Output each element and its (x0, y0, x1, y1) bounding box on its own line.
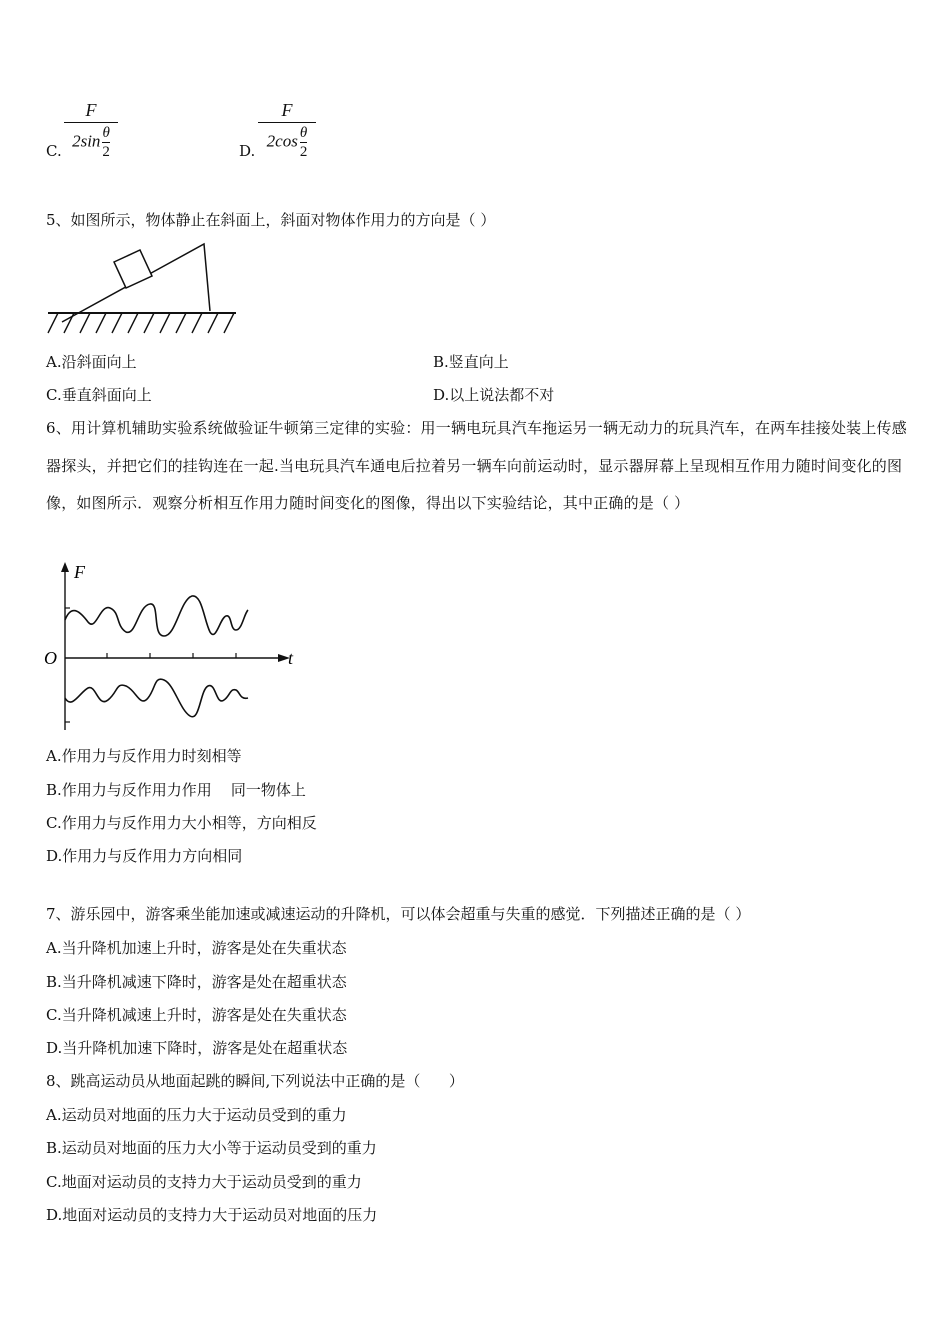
q4-option-c-theta: θ (102, 125, 110, 141)
q4-option-d-theta: θ (299, 125, 308, 141)
q4-option-c-label: C. (46, 142, 62, 160)
q8-option-a: A.运动员对地面的压力大于运动员受到的重力 (46, 1106, 347, 1124)
q5-option-b: B.竖直向上 (433, 353, 509, 371)
q4-option-d-numerator: F (281, 100, 293, 120)
q5-option-d: D.以上说法都不对 (433, 386, 555, 404)
q5-stem: 5、如图所示，物体静止在斜面上，斜面对物体作用力的方向是（ ） (46, 211, 496, 229)
q6-option-a: A.作用力与反作用力时刻相等 (46, 747, 242, 765)
q4-option-c-coef: 2sin (72, 131, 101, 151)
q6-stem: 6、用计算机辅助实验系统做验证牛顿第三定律的实验：用一辆电玩具汽车拖运另一辆无动力的玩具汽车，在两车挂接处装上传感器探头，并把它们的挂钩连在一起.当电玩具汽车通电后拉着另一辆车向前运动时，显示器屏幕上呈现相互作用力随时间变化的图像，如图所示．观察分析相互作用力随时间变化的图像，得出以下实验结论，其中正确的是（ ） (46, 419, 907, 512)
origin-label: O (44, 648, 57, 668)
q7-stem: 7、游乐园中，游客乘坐能加速或减速运动的升降机，可以体会超重与失重的感觉．下列描述正确的是（ ） (46, 905, 751, 923)
positive-force-curve (65, 596, 248, 636)
q8-option-c: C.地面对运动员的支持力大于运动员受到的重力 (46, 1173, 362, 1191)
q7-option-d: D.当升降机加速下降时，游客是处在超重状态 (46, 1039, 348, 1057)
q6-option-d: D.作用力与反作用力方向相同 (46, 847, 243, 865)
q4-option-c-two: 2 (102, 144, 110, 160)
q8-option-b: B.运动员对地面的压力大小等于运动员受到的重力 (46, 1139, 377, 1157)
q4-option-c-formula (64, 100, 118, 160)
q4-option-d-coef: 2cos (266, 131, 298, 151)
x-axis-label: t (288, 648, 294, 668)
block-shape (114, 250, 152, 288)
q6-option-b: B.作用力与反作用力作用 同一物体上 (46, 781, 306, 799)
incline-figure (44, 240, 244, 340)
force-time-graph (40, 560, 310, 735)
negative-force-curve (65, 679, 248, 717)
q7-option-b: B.当升降机减速下降时，游客是处在超重状态 (46, 973, 347, 991)
q4-option-d-label: D. (239, 142, 256, 160)
q5-option-a: A.沿斜面向上 (46, 353, 137, 371)
q4-option-d-two: 2 (299, 144, 308, 160)
q7-option-c: C.当升降机减速上升时，游客是处在失重状态 (46, 1006, 347, 1024)
q8-stem: 8、跳高运动员从地面起跳的瞬间,下列说法中正确的是（ ） (46, 1072, 464, 1090)
q6-option-c: C.作用力与反作用力大小相等，方向相反 (46, 814, 317, 832)
q4-option-d-formula (258, 100, 316, 160)
q5-option-c: C.垂直斜面向上 (46, 386, 152, 404)
q7-option-a: A.当升降机加速上升时，游客是处在失重状态 (46, 939, 347, 957)
q8-option-d: D.地面对运动员的支持力大于运动员对地面的压力 (46, 1206, 378, 1224)
q4-option-c-numerator: F (85, 100, 97, 120)
y-axis-label: F (74, 562, 85, 582)
